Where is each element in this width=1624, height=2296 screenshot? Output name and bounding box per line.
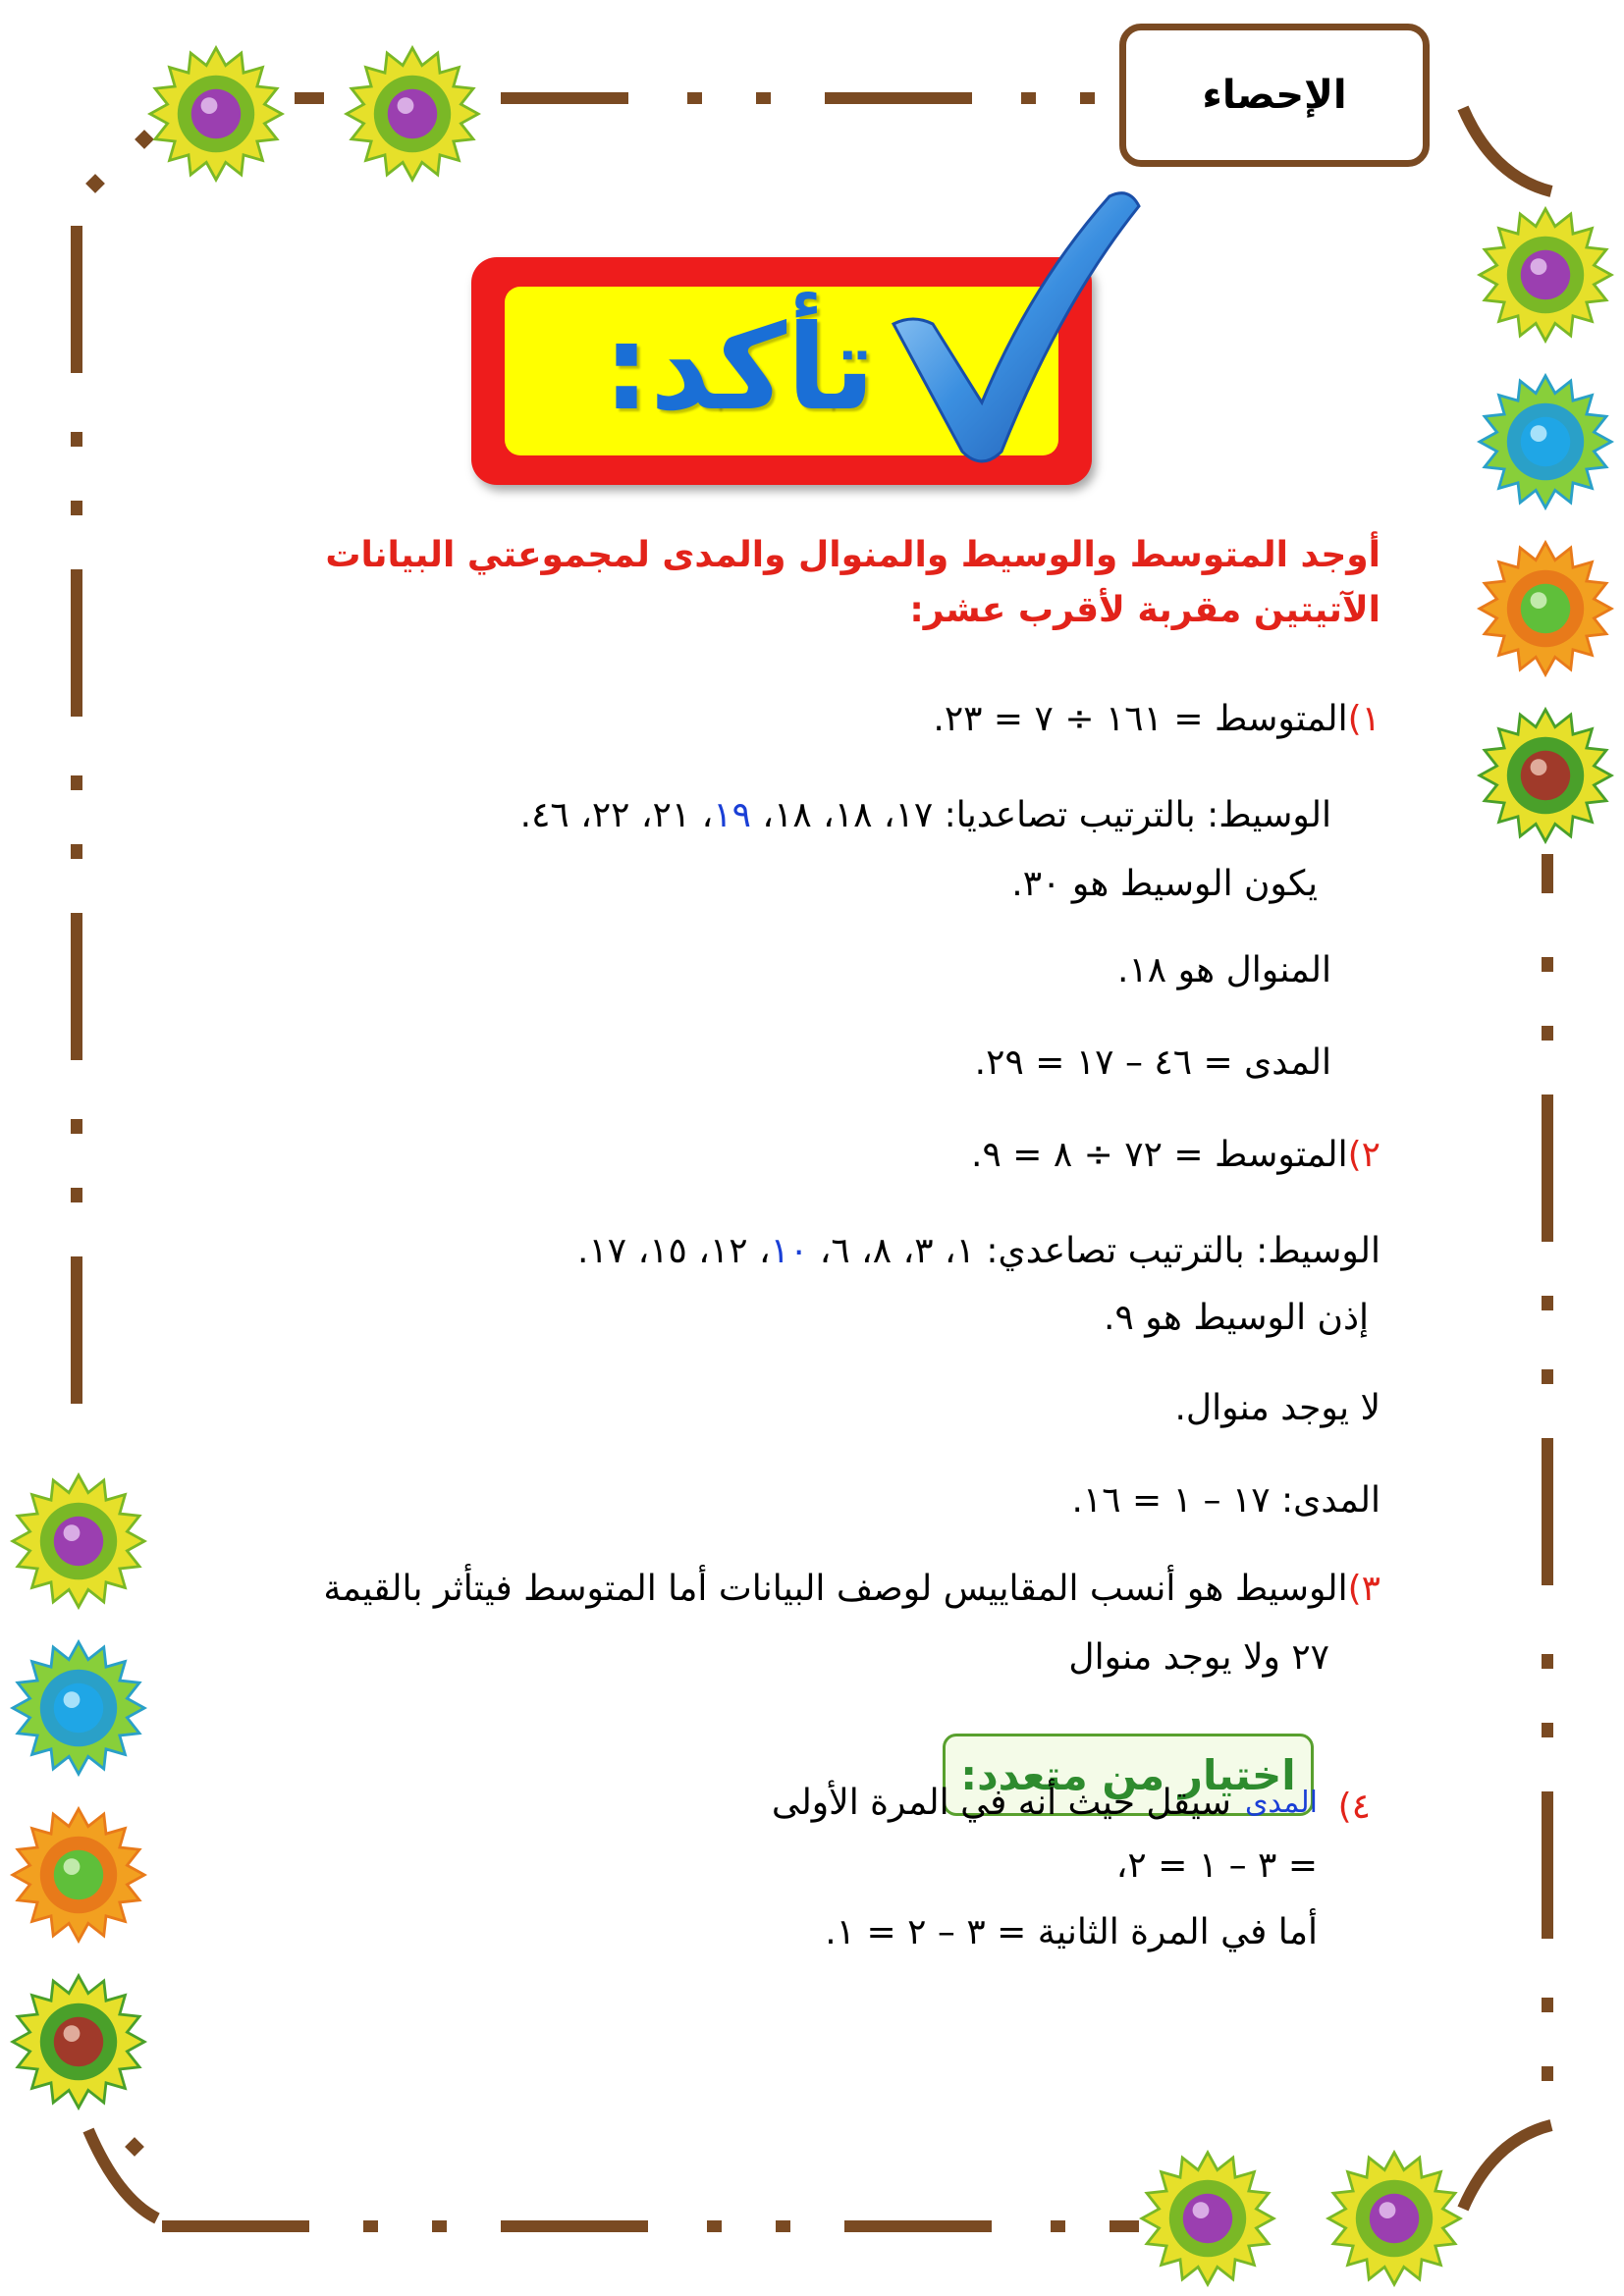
q2-median-result: إذن الوسيط هو ٩. [1104,1298,1369,1338]
multiple-choice-label: اختيار من متعدد: [960,1750,1296,1799]
q2-mean: المتوسط = ٧٢ ÷ ٨ = ٩. [971,1135,1348,1175]
q3-text1: الوسيط هو أنسب المقاييس لوصف البيانات أما المتوسط فيتأثر بالقيمة [323,1569,1348,1609]
q2-number: ٢) [1347,1135,1380,1175]
instruction-text: أوجد المتوسط والوسيط والمنوال والمدى لمجموعتي البيانات الآتيتين مقربة لأقرب عشر: [325,535,1380,630]
q4-line3: أما في المرة الثانية = ٣ – ٢ = ١. [825,1912,1318,1952]
q4-line1 [1245,1777,1318,1828]
q3-line1 [323,1565,1380,1614]
flower-ornament-green [10,1806,147,1944]
q1-median-highlight: ١٩ [713,795,751,835]
q3-line2: ٢٧ ولا يوجد منوال [1068,1637,1329,1678]
q4-line2: = ٣ – ١ = ٢، [1115,1845,1318,1886]
worksheet-content [222,528,1380,638]
flower-ornament-green [1477,540,1614,677]
flower-ornament-blue [1477,373,1614,510]
topic-label-box [1119,24,1430,167]
q1-median-suffix: ، ٢١، ٢٢، ٤٦. [519,795,714,835]
flower-ornament-purple [10,1472,147,1610]
q1-mean-line [933,695,1380,744]
q2-median-suffix: ، ١٢، ١٥، ١٧. [577,1231,771,1271]
q1-mode: المنوال هو ١٨. [1117,950,1331,990]
flower-ornament-purple [1477,206,1614,344]
flower-ornament-blue [10,1639,147,1777]
q1-mean: المتوسط = ١٦١ ÷ ٧ = ٢٣. [933,699,1348,739]
flower-ornament-purple [1326,2150,1463,2287]
q2-median-highlight: ١٠ [770,1231,809,1271]
q2-range: المدى: ١٧ – ١ = ١٦. [1071,1480,1380,1521]
flower-ornament-purple [344,45,481,183]
q4-line1-text: سيقل حيث أنه في المرة الأولى [771,1783,1231,1823]
q2-mean-line [971,1131,1380,1180]
q2-mode: لا يوجد منوال. [1174,1388,1380,1428]
topic-title: الإحصاء [1202,73,1347,118]
q4-answer: المدى [1244,1786,1318,1820]
q1-median-line [520,791,1331,840]
q1-number: ١) [1347,699,1380,739]
q2-median-line [577,1227,1380,1276]
banner-title: تأكد: [603,300,876,437]
checkmark-icon [864,177,1149,471]
q1-median-result: يكون الوسيط هو ٣٠. [1011,864,1318,904]
flower-ornament-purple [147,45,285,183]
flower-ornament-purple [1139,2150,1276,2287]
q4-number: ٤) [1337,1787,1371,1827]
flower-ornament-red [1477,707,1614,844]
q1-range: المدى = ٤٦ – ١٧ = ٢٩. [974,1042,1331,1083]
q2-median-prefix: الوسيط: بالترتيب تصاعدي: ١، ٣، ٨، ٦، [808,1231,1380,1271]
q1-median-prefix: الوسيط: بالترتيب تصاعديا: ١٧، ١٨، ١٨، [750,795,1331,835]
q3-number: ٣) [1347,1569,1380,1609]
flower-ornament-red [10,1973,147,2110]
